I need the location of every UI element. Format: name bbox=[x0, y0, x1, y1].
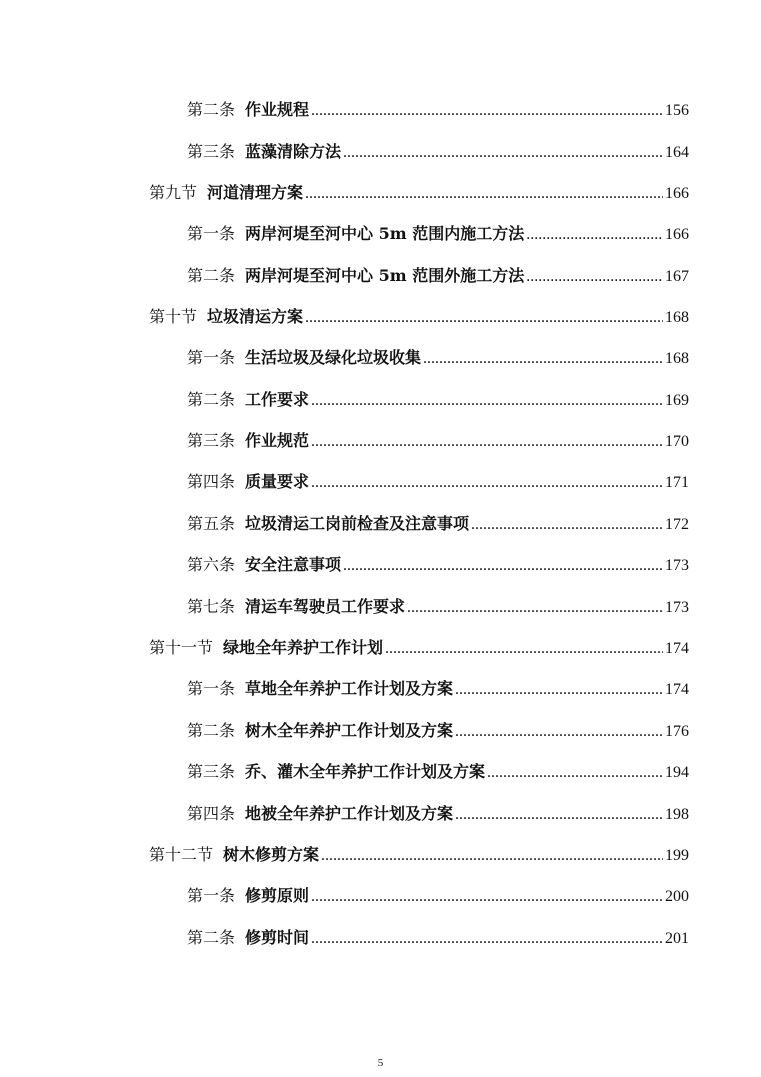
dot-leader bbox=[407, 595, 663, 621]
toc-entry-number: 第六条 bbox=[187, 555, 236, 574]
dot-leader bbox=[526, 222, 663, 248]
toc-entry-title: 乔、灌木全年养护工作计划及方案 bbox=[245, 762, 486, 781]
toc-entry-number: 第二条 bbox=[187, 390, 236, 409]
toc-entry-title: 绿地全年养护工作计划 bbox=[223, 638, 384, 657]
dot-leader bbox=[343, 140, 663, 166]
toc-entry[interactable] bbox=[149, 180, 689, 206]
toc-entry-number: 第三条 bbox=[187, 142, 236, 161]
toc-entry-title: 树木修剪方案 bbox=[223, 845, 320, 864]
toc-entry[interactable] bbox=[187, 469, 689, 495]
toc-entry-number: 第三条 bbox=[187, 762, 236, 781]
toc-entry-title: 安全注意事项 bbox=[245, 555, 342, 574]
toc-entry-title: 河道清理方案 bbox=[207, 183, 304, 202]
toc-entry[interactable] bbox=[187, 759, 689, 785]
toc-entry-page: 200 bbox=[665, 888, 689, 905]
toc-entry-page: 199 bbox=[665, 847, 689, 864]
toc-entry-title: 质量要求 bbox=[245, 472, 310, 491]
toc-entry[interactable] bbox=[187, 139, 689, 165]
toc-entry-title: 工作要求 bbox=[245, 390, 310, 409]
toc-entry-page: 171 bbox=[665, 474, 689, 491]
toc-entry-title: 生活垃圾及绿化垃圾收集 bbox=[245, 348, 422, 367]
toc-entry-page: 201 bbox=[665, 930, 689, 947]
dot-leader bbox=[423, 346, 663, 372]
toc-entry-title: 修剪时间 bbox=[245, 928, 310, 947]
toc-entry-page: 166 bbox=[665, 226, 689, 243]
toc-entry-title: 蓝藻清除方法 bbox=[245, 142, 342, 161]
toc-entry-number: 第四条 bbox=[187, 472, 236, 491]
toc-entry-page: 167 bbox=[665, 268, 689, 285]
toc-entry-page: 168 bbox=[665, 350, 689, 367]
toc-entry-page: 173 bbox=[665, 557, 689, 574]
dot-leader bbox=[311, 470, 663, 496]
toc-entry-number: 第一条 bbox=[187, 679, 236, 698]
toc-entry-number: 第七条 bbox=[187, 597, 236, 616]
toc-entry[interactable] bbox=[187, 594, 689, 620]
toc-entry[interactable] bbox=[187, 552, 689, 578]
dot-leader bbox=[455, 802, 663, 828]
toc-entry-title: 两岸河堤至河中心 5m 范围内施工方法 bbox=[245, 224, 525, 243]
toc-entry-title: 作业规范 bbox=[245, 431, 310, 450]
toc-entry[interactable] bbox=[187, 718, 689, 744]
dot-leader bbox=[321, 843, 663, 869]
dot-leader bbox=[305, 181, 663, 207]
toc-entry-page: 170 bbox=[665, 433, 689, 450]
toc-entry-title: 清运车驾驶员工作要求 bbox=[245, 597, 406, 616]
dot-leader bbox=[311, 98, 663, 124]
toc-entry-title: 两岸河堤至河中心 5m 范围外施工方法 bbox=[245, 266, 525, 285]
toc-entry-number: 第二条 bbox=[187, 721, 236, 740]
toc-entry-page: 198 bbox=[665, 806, 689, 823]
toc-entry-number: 第一条 bbox=[187, 886, 236, 905]
toc-entry-page: 174 bbox=[665, 640, 689, 657]
toc-entry-page: 156 bbox=[665, 102, 689, 119]
toc-entry[interactable] bbox=[187, 511, 689, 537]
toc-entry[interactable] bbox=[187, 883, 689, 909]
page-number: 5 bbox=[377, 1057, 384, 1069]
toc-entry-page: 168 bbox=[665, 309, 689, 326]
dot-leader bbox=[455, 677, 663, 703]
toc-entry-page: 164 bbox=[665, 144, 689, 161]
toc-entry[interactable] bbox=[187, 801, 689, 827]
toc-entry[interactable] bbox=[187, 387, 689, 413]
toc-entry-page: 176 bbox=[665, 723, 689, 740]
dot-leader bbox=[385, 636, 663, 662]
toc-entry-number: 第四条 bbox=[187, 804, 236, 823]
toc-entry-page: 194 bbox=[665, 764, 689, 781]
toc-entry-number: 第一条 bbox=[187, 224, 236, 243]
dot-leader bbox=[487, 760, 663, 786]
toc-entry-page: 166 bbox=[665, 185, 689, 202]
toc-entry-number: 第二条 bbox=[187, 266, 236, 285]
dot-leader bbox=[343, 553, 663, 579]
toc-entry[interactable] bbox=[187, 345, 689, 371]
toc-entry-number: 第二条 bbox=[187, 100, 236, 119]
toc-entry-number: 第十一节 bbox=[149, 638, 214, 657]
toc-entry[interactable] bbox=[187, 676, 689, 702]
dot-leader bbox=[311, 429, 663, 455]
toc-entry[interactable] bbox=[187, 428, 689, 454]
toc-entry-number: 第十节 bbox=[149, 307, 198, 326]
toc-entry-page: 169 bbox=[665, 392, 689, 409]
dot-leader bbox=[305, 305, 663, 331]
toc-entry[interactable] bbox=[187, 97, 689, 123]
toc-entry-title: 垃圾清运工岗前检查及注意事项 bbox=[245, 514, 470, 533]
dot-leader bbox=[455, 719, 663, 745]
toc-entry[interactable] bbox=[149, 635, 689, 661]
toc-entry[interactable] bbox=[149, 842, 689, 868]
toc-entry[interactable] bbox=[187, 221, 689, 247]
dot-leader bbox=[526, 264, 663, 290]
toc-entry-title: 作业规程 bbox=[245, 100, 310, 119]
dot-leader bbox=[311, 926, 663, 952]
dot-leader bbox=[311, 388, 663, 414]
toc-entry[interactable] bbox=[187, 925, 689, 951]
toc-entry-page: 173 bbox=[665, 599, 689, 616]
toc-entry-number: 第二条 bbox=[187, 928, 236, 947]
toc-entry-title: 树木全年养护工作计划及方案 bbox=[245, 721, 454, 740]
toc-entry-title: 垃圾清运方案 bbox=[207, 307, 304, 326]
toc-entry[interactable] bbox=[149, 304, 689, 330]
toc-entry-number: 第三条 bbox=[187, 431, 236, 450]
toc-entry-title: 地被全年养护工作计划及方案 bbox=[245, 804, 454, 823]
dot-leader bbox=[311, 884, 663, 910]
toc-entry-title: 修剪原则 bbox=[245, 886, 310, 905]
toc-entry-number: 第一条 bbox=[187, 348, 236, 367]
toc-entry-page: 172 bbox=[665, 516, 689, 533]
toc-entry-number: 第十二节 bbox=[149, 845, 214, 864]
dot-leader bbox=[471, 512, 663, 538]
toc-entry-number: 第九节 bbox=[149, 183, 198, 202]
toc-entry-page: 174 bbox=[665, 681, 689, 698]
toc-entry[interactable] bbox=[187, 263, 689, 289]
toc-entry-title: 草地全年养护工作计划及方案 bbox=[245, 679, 454, 698]
toc-entry-number: 第五条 bbox=[187, 514, 236, 533]
